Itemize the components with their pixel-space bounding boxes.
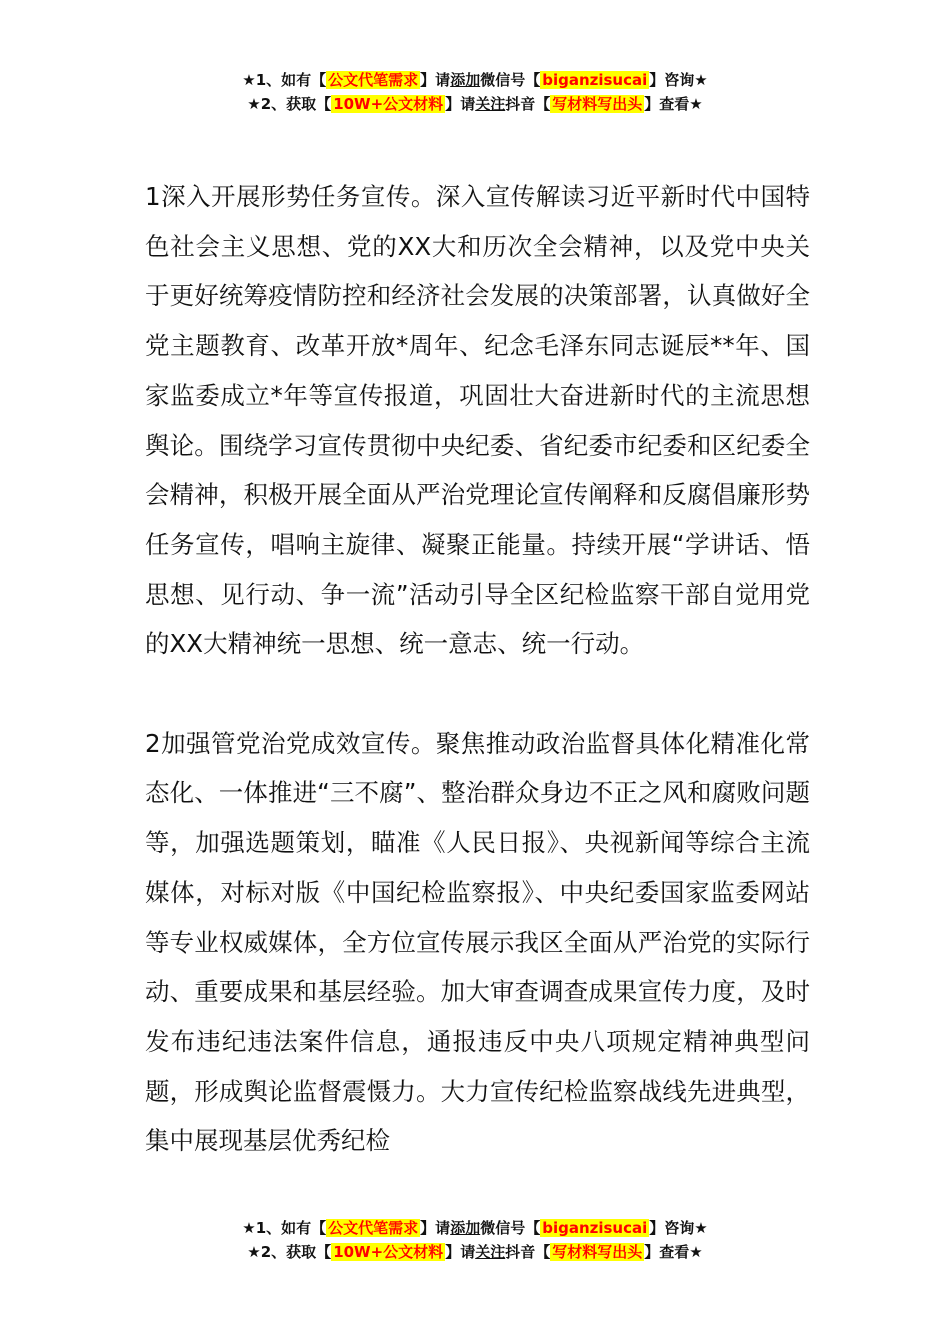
banner-text: 微信号【	[480, 71, 541, 89]
document-body	[145, 172, 810, 1166]
banner-underlined-text: 添加	[450, 71, 481, 89]
banner-line-1	[0, 1216, 950, 1240]
paragraph-1: 1深入开展形势任务宣传。深入宣传解读习近平新时代中国特色社会主义思想、党的XX大和历次全会精神，以及党中央关于更好统筹疫情防控和经济社会发展的决策部署，认真做好全党主题教育、改革开放*周年、纪念毛泽东同志诞辰**年、国家监委成立*年等宣传报道，巩固壮大奋进新时代的主流思想舆论。围绕学习宣传贯彻中央纪委、省纪委市纪委和区纪委全会精神，积极开展全面从严治党理论宣传阐释和反腐倡廉形势任务宣传，唱响主旋律、凝聚正能量。持续开展“学讲话、悟思想、见行动、争一流”活动引导全区纪检监察干部自觉用党的XX大精神统一思想、统一意志、统一行动。	[145, 182, 810, 659]
banner-text: 微信号【	[480, 1219, 541, 1237]
banner-underlined-text: 关注	[475, 95, 506, 113]
banner-text: 抖音【	[505, 95, 551, 113]
banner-text: 】咨询★	[649, 1219, 708, 1237]
banner-highlight: 写材料写出头	[552, 95, 643, 113]
banner-highlight: 10W+公文材料	[333, 95, 444, 113]
banner-text: ★1、如有【	[242, 71, 327, 89]
banner-underlined-text: 关注	[475, 1243, 506, 1261]
banner-highlight: 公文代笔需求	[328, 1219, 419, 1237]
banner-highlight: 写材料写出头	[552, 1243, 643, 1261]
bottom-banner	[0, 1216, 950, 1264]
banner-text: ★2、获取【	[247, 95, 332, 113]
banner-text: ★2、获取【	[247, 1243, 332, 1261]
paragraph-2: 2加强管党治党成效宣传。聚焦推动政治监督具体化精准化常态化、一体推进“三不腐”、整治群众身边不正之风和腐败问题等，加强选题策划，瞄准《人民日报》、央视新闻等综合主流媒体，对标对版《中国纪检监察报》、中央纪委国家监委网站等专业权威媒体，全方位宣传展示我区全面从严治党的实际行动、重要成果和基层经验。加大审查调查成果宣传力度，及时发布违纪违法案件信息，通报违反中央八项规定精神典型问题，形成舆论监督震慑力。大力宣传纪检监察战线先进典型，集中展现基层优秀纪检	[145, 728, 810, 1156]
banner-line-2	[0, 92, 950, 116]
top-banner	[0, 68, 950, 116]
banner-text: 】请	[420, 1219, 451, 1237]
banner-text: 】请	[445, 1243, 476, 1261]
banner-text: ★1、如有【	[242, 1219, 327, 1237]
banner-text: 】查看★	[644, 1243, 703, 1261]
banner-text: 】请	[420, 71, 451, 89]
banner-text: 】咨询★	[649, 71, 708, 89]
banner-highlight: biganzisucai	[542, 71, 648, 89]
banner-line-1	[0, 68, 950, 92]
banner-text: 抖音【	[505, 1243, 551, 1261]
banner-line-2	[0, 1240, 950, 1264]
banner-highlight: biganzisucai	[542, 1219, 648, 1237]
banner-highlight: 公文代笔需求	[328, 71, 419, 89]
banner-text: 】请	[445, 95, 476, 113]
banner-text: 】查看★	[644, 95, 703, 113]
banner-underlined-text: 添加	[450, 1219, 481, 1237]
banner-highlight: 10W+公文材料	[333, 1243, 444, 1261]
